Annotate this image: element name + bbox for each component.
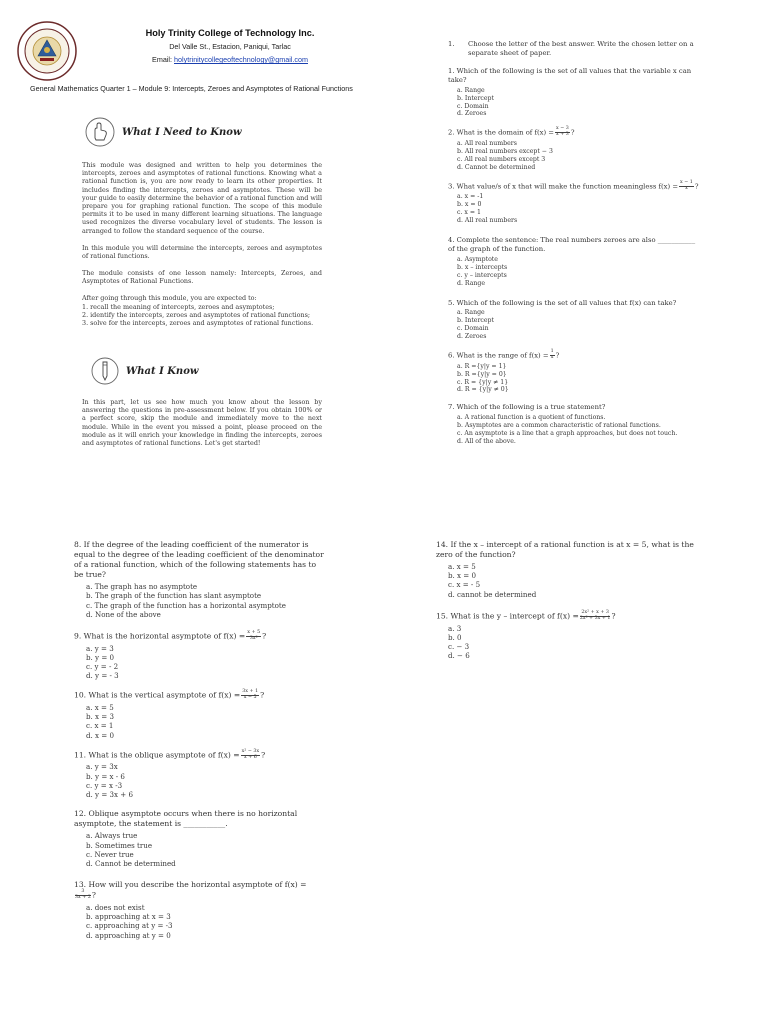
fraction-expression: [75, 890, 91, 901]
answer-option: b. y = 0: [86, 652, 115, 662]
question-stem-end: ?: [91, 890, 96, 900]
school-seal: [16, 20, 78, 82]
instruction-text: Choose the letter of the best answer. Write the chosen letter on a separate sheet of paper.: [468, 40, 694, 57]
answer-option: c. Never true: [86, 849, 134, 859]
answer-option: d. − 6: [448, 651, 470, 661]
school-name: Holy Trinity College of Technology Inc.: [145, 28, 315, 38]
answer-option: b. Sometimes true: [86, 840, 153, 850]
fraction-numerator: x + 5: [247, 629, 261, 635]
question-block: [448, 181, 703, 225]
answer-option: a. x = 5: [448, 562, 476, 572]
answer-options: [74, 644, 324, 681]
question-stem: 14. If the x – intercept of a rational function is at x = 5, what is the zero of the function?: [436, 540, 694, 560]
answer-option: a. x = -1: [457, 193, 484, 201]
question-stem-end: ?: [694, 182, 699, 191]
answer-options: [74, 762, 324, 799]
answer-option: c. x = 1: [457, 209, 481, 217]
question-stem-text: 15. What is the y – intercept of f(x) =: [436, 611, 579, 621]
answer-option: d. cannot be determined: [448, 589, 537, 599]
answer-option: d. R = {y|y ≠ 0}: [457, 386, 509, 394]
answer-option: d. All real numbers: [457, 217, 518, 225]
email-link[interactable]: holytrinitycollegeoftechnology@gmail.com: [174, 55, 308, 64]
question-stem: 8. If the degree of the leading coefficient of the numerator is equal to the degree of the leading coefficient of the denominator of a rational function, which of the following statements has to be true?: [74, 540, 324, 580]
pencil-icon: [90, 356, 120, 386]
fraction-expression: [580, 611, 611, 622]
fraction-numerator: 2x² + x + 3: [581, 609, 609, 615]
questions-top: [448, 67, 703, 456]
answer-options: [436, 624, 706, 661]
question-stem: [74, 631, 324, 642]
question-stem: [436, 611, 706, 622]
answer-option: c. y – intercepts: [457, 271, 507, 279]
question-block: [448, 403, 703, 446]
question-stem-end: ?: [570, 128, 575, 137]
question-stem: 5. Which of the following is the set of all values that f(x) can take?: [448, 298, 677, 307]
answer-option: c. Domain: [457, 325, 489, 333]
answer-option: b. approaching at x = 3: [86, 912, 171, 922]
answer-option: a. Always true: [86, 831, 138, 841]
fraction-numerator: 3: [75, 890, 91, 896]
question-stem-text: 6. What is the range of f(x) =: [448, 351, 549, 360]
answer-option: a. 3: [448, 623, 462, 633]
need-to-know-paragraph-2: In this module you will determine the intercepts, zeroes and asymptotes of rational functions.: [82, 243, 322, 260]
fraction-denominator: 3x²: [249, 635, 258, 641]
question-stem-end: ?: [262, 631, 267, 641]
fraction-expression: [550, 350, 555, 361]
fraction-denominator: x: [685, 185, 688, 191]
answer-options: [74, 703, 324, 740]
answer-option: a. Asymptote: [457, 255, 498, 263]
answer-option: a. y = 3x: [86, 762, 118, 772]
fraction-denominator: 3x + 2: [75, 895, 91, 901]
need-to-know-heading: What I Need to Know: [122, 126, 242, 138]
question-block: [74, 540, 324, 619]
fraction-denominator: x − 5: [243, 695, 257, 701]
answer-option: d. x = 0: [86, 730, 115, 740]
question-stem-end: ?: [261, 750, 266, 760]
answer-option: b. Intercept: [457, 94, 495, 102]
answer-option: d. Zeroes: [457, 110, 487, 118]
need-to-know-paragraph-3: The module consists of one lesson namely: Intercepts, Zeroes, and Asymptotes of Rational Functions.: [82, 269, 322, 286]
fraction-numerator: 1: [550, 349, 554, 355]
answer-option: d. y = - 3: [86, 671, 119, 681]
question-block: [448, 236, 703, 287]
fraction-numerator: x − 3: [556, 126, 569, 132]
objectives-intro: After going through this module, you are expected to:: [82, 294, 257, 303]
answer-options: [436, 562, 706, 599]
answer-options: [448, 309, 703, 341]
question-block: [74, 631, 324, 680]
answer-option: c. y = x -3: [86, 780, 123, 790]
fraction-numerator: x² − 3x: [241, 748, 260, 754]
answer-option: d. Zeroes: [457, 333, 487, 341]
question-block: [74, 750, 324, 799]
fraction-expression: [246, 631, 261, 642]
answer-option: c. y = - 2: [86, 661, 119, 671]
answer-option: c. The graph of the function has a horizontal asymptote: [86, 600, 286, 610]
question-stem: [74, 880, 324, 901]
question-stem: [448, 181, 703, 192]
fraction-denominator: x: [550, 354, 554, 360]
answer-option: d. approaching at y = 0: [86, 930, 171, 940]
answer-option: d. Cannot be determined: [86, 859, 176, 869]
question-stem: [74, 750, 324, 761]
question-stem-text: 10. What is the vertical asymptote of f(x) =: [74, 690, 241, 700]
answer-option: a. y = 3: [86, 643, 114, 653]
fraction-denominator: x + 3: [556, 132, 569, 138]
answer-option: a. A rational function is a quotient of functions.: [457, 414, 606, 422]
question-block: [448, 127, 703, 171]
answer-options: [74, 903, 324, 940]
answer-option: b. x = 0: [448, 571, 477, 581]
answer-option: b. x – intercepts: [457, 263, 508, 271]
need-to-know-paragraph-1: This module was designed and written to help you determines the intercepts, zeroes and asymptotes of rational functions. Knowing what a rational function is, you are now ready to learn its other properties. It includes finding the intercepts, zeroes and asymptotes. These will be your guide to easily determine the behavior of a rational function and will prepare you for graphing rational function. The scope of this module permits it to be used in many different learning situations. The language used recognizes the diverse vocabulary level of students. The lesson is arranged to follow the standard sequence of the course.: [82, 161, 322, 235]
module-title: General Mathematics Quarter 1 – Module 9: Intercepts, Zeroes and Asymptotes of Rational Functions: [30, 84, 353, 93]
answer-option: d. Range: [457, 279, 485, 287]
answer-option: b. Intercept: [457, 317, 495, 325]
answer-options: [448, 256, 703, 288]
questions-bottom-left: [74, 540, 324, 950]
answer-option: b. All real numbers except − 3: [457, 147, 553, 155]
answer-option: c. x = - 5: [448, 580, 481, 590]
answer-option: a. Range: [457, 309, 485, 317]
answer-option: d. None of the above: [86, 609, 161, 619]
question-stem: 4. Complete the sentence: The real numbers zeroes are also ___________ of the graph of the function.: [448, 236, 696, 253]
answer-option: b. R ={y|y = 0}: [457, 370, 507, 378]
answer-option: a. All real numbers: [457, 140, 517, 147]
answer-option: b. The graph of the function has slant asymptote: [86, 591, 262, 601]
question-stem: [74, 690, 324, 701]
question-stem: [448, 350, 703, 361]
objective-item: 1. recall the meaning of intercepts, zeroes and asymptotes;: [82, 302, 275, 311]
fraction-denominator: 2x² + 3x + 1: [579, 615, 611, 621]
question-stem: 12. Oblique asymptote occurs when there is no horizontal asymptote, the statement is ___________.: [74, 809, 298, 829]
answer-option: d. y = 3x + 6: [86, 790, 133, 800]
question-stem-text: 3. What value/s of x that will make the function meaningless f(x) =: [448, 182, 679, 191]
answer-option: c. x = 1: [86, 721, 114, 731]
what-i-know-paragraph: In this part, let us see how much you know about the lesson by answering the questions in pre-assessment below. If you obtain 100% or a perfect score, skip the module and immediately move to the next module. While in the event you missed a point, please proceed on the module as it will enrich your knowledge in finding the intercepts, zeroes and asymptotes of rational functions. Let's get started!: [82, 398, 322, 447]
answer-options: [448, 140, 703, 172]
question-stem-text: 9. What is the horizontal asymptote of f(x) =: [74, 631, 246, 641]
question-block: [448, 299, 703, 342]
answer-option: c. approaching at y = -3: [86, 921, 173, 931]
fraction-denominator: x + 6: [243, 754, 257, 760]
answer-option: b. y = x - 6: [86, 771, 125, 781]
fraction-numerator: 3x + 1: [242, 689, 259, 695]
question-block: [448, 67, 703, 118]
question-block: [74, 880, 324, 939]
answer-option: c. All real numbers except 3: [457, 155, 546, 163]
question-block: [74, 809, 324, 868]
question-stem-text: 13. How will you describe the horizontal asymptote of f(x) =: [74, 880, 307, 890]
question-stem: 7. Which of the following is a true statement?: [448, 403, 606, 412]
questions-bottom-right: [436, 540, 706, 670]
what-i-know-heading: What I Know: [126, 365, 199, 377]
hand-pointer-icon: [84, 116, 116, 148]
answer-options: [448, 193, 703, 225]
fraction-expression: [241, 750, 260, 761]
answer-options: [74, 582, 324, 619]
answer-option: d. Cannot be determined: [457, 163, 536, 171]
school-address: Del Valle St., Estacion, Paniqui, Tarlac: [169, 42, 291, 51]
objective-item: 3. solve for the intercepts, zeroes and asymptotes of rational functions.: [82, 319, 314, 327]
answer-option: b. 0: [448, 632, 462, 642]
answer-option: b. Asymptotes are a common characteristic of rational functions.: [457, 422, 661, 430]
question-stem-text: 11. What is the oblique asymptote of f(x) =: [74, 750, 240, 760]
answer-option: d. All of the above.: [457, 438, 516, 446]
instruction-number: 1.: [448, 40, 455, 48]
answer-option: b. x = 3: [86, 712, 115, 722]
question-stem-end: ?: [555, 351, 560, 360]
answer-option: a. R ={y|y = 1}: [457, 362, 507, 370]
email-label: Email:: [152, 55, 173, 64]
answer-option: c. R = {y|y ≠ 1}: [457, 378, 509, 386]
question-stem: 1. Which of the following is the set of all values that the variable x can take?: [448, 67, 692, 84]
answer-option: a. does not exist: [86, 902, 145, 912]
answer-option: a. Range: [457, 86, 485, 94]
question-stem: [448, 127, 703, 138]
answer-option: c. − 3: [448, 641, 470, 651]
question-block: [436, 611, 706, 660]
question-block: [436, 540, 706, 599]
question-stem-text: 2. What is the domain of f(x) =: [448, 128, 554, 137]
question-stem-end: ?: [611, 611, 616, 621]
answer-options: [448, 414, 703, 446]
answer-option: c. An asymptote is a line that a graph approaches, but does not touch.: [457, 430, 678, 438]
answer-option: a. The graph has no asymptote: [86, 582, 198, 592]
answer-options: [74, 831, 324, 868]
answer-option: c. Domain: [457, 102, 489, 110]
question-stem-end: ?: [260, 690, 265, 700]
answer-options: [448, 87, 703, 119]
question-block: [74, 690, 324, 739]
fraction-expression: [555, 127, 570, 138]
fraction-expression: [679, 181, 694, 192]
answer-option: b. x = 0: [457, 201, 482, 209]
answer-option: a. x = 5: [86, 703, 114, 712]
answer-options: [448, 363, 703, 395]
fraction-numerator: x − 1: [680, 179, 693, 185]
objective-item: 2. identify the intercepts, zeroes and asymptotes of rational functions;: [82, 310, 311, 319]
question-block: [448, 350, 703, 394]
fraction-expression: [241, 690, 259, 701]
